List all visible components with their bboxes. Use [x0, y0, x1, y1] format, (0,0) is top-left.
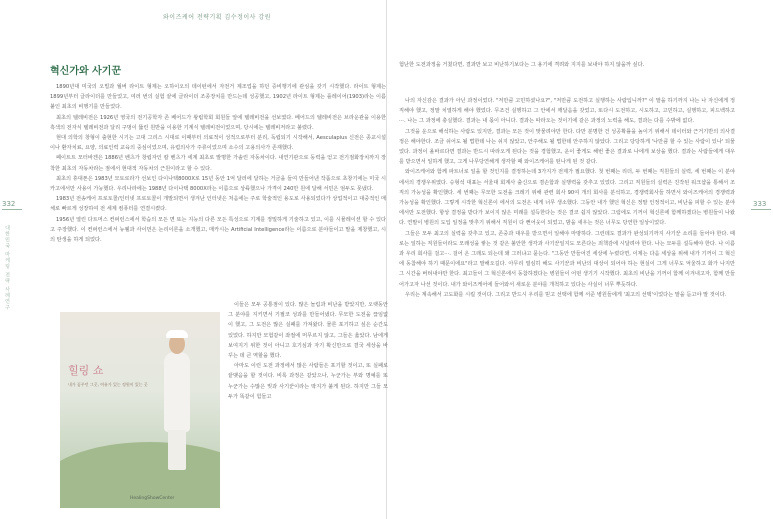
right-page-body: [399, 96, 735, 300]
vertical-side-label: 대한민국 마케팅 전략 사례연구: [4, 225, 10, 311]
paragraph: 나의 자신감은 결과가 아닌 과정이었다. "저만큼 고민하셨나요?", "저만큼 도전하고 실행하는 사람입니까?" 이 말을 하기까지 나는 나 자신에게 정직해야 했고, 정말 치열하게 해야 했었다. 무조건 실행하고 그 안에서 깨달음을 갖었고, 또다시 도전하고, 시도하고, 고민하고, 실행하고, 피드백하고···. 나는 그 과정에 충실했다. 결과는 내 몫이 아니다. 결과는 따라오는 것이기에 같은 과정의 노력을 해도, 결과는 다를 수밖에 없다.: [399, 98, 735, 125]
section-title: 혁신가와 사기꾼: [50, 66, 122, 77]
paragraph: 와이즈케어와 함께 파트너로 일을 할 것인지를 결정하는데 3가지가 전제가 필요했다. 첫 번째는 리더, 두 번째는 직원들의 실력, 세 번째는 이 분야에서의 경쟁우위였다. 승형석 대표는 서울대 회계사 출신으로 겸손함과 실행력을 갖추고 있었다. 그리고 직원들의 실력은 진작된 워크샵을 통해서 조직의 가능성을 확인했다. 세 번째는 무모한 도전을 크레기 위해 관련 회사 90여 개의 회사를 분석하고, 경쟁력회사들 하면서 와이즈케어의 경쟁력과 가능성을 확인했다. 그렇게 시작한 혁신론이 에서의 도전은 내게 너무 생소했다. 그동안 내가 했던 혁신은 정말 인정적이고, 비난을 피할 수 있는 분야에서만 도전했다. 항상 결정을 받다가 보이지 않은 미래를 설득한다는 것은 결코 쉽지 않았다. 그럼에도 기꺼이 혁신론에 함께하겠다는 병원들이 나왔다. 연말이 병원의 도입 일정을 맞추기 위해서 직원이 다 뻔어웃이 되었고, 밤을 새우는 것은 너무도 당연한 일상이었다.: [399, 169, 735, 227]
paragraph: 우리는 계속해서 고도화를 시킬 것이다. 그리고 반드시 우리를 믿고 선택에 함께 서준 병원들에게 '최고의 선택'이었다는 말을 듣고야 말 것이다.: [405, 291, 727, 298]
photo-ad-title: 힐링 쇼: [68, 364, 104, 377]
paragraph: 이들은 모두 공통점이 있다. 많은 놀림과 비난을 받았지만, 오랫동안 그 분야를 지키면서 기필코 성과를 만들어냈다. 무모한 도전을 끊임없이 했고, 그 도전은 많은 실패를 가져왔다. 물론 포기하고 싶은 순간도 있었다. 하지만 모험같이 좌절에 머무르지 않고, 그들은 옳았다. 남에게 보여지기 위한 것이 아니고 호기심과 자기 확신만으로 결국 세상을 바꾸는 데 큰 역할을 했다.: [228, 302, 388, 360]
photo-golf-advert: [60, 312, 220, 508]
paragraph: 현대 의학의 창형이 출현한 시기는 고대 그리스 시대로 이때부터 의료적이 성적으로부터 분리, 독립되기 시작해서, Aesculapius 신전은 종교시설이나 환자치료, 요양, 의료인력 교육의 중심이었으며, 유럽의사가 주류이었으며 소수의 고용의사가 존재했다.: [50, 135, 386, 152]
left-page-body-beside-photo: [228, 300, 388, 402]
left-page-body: [50, 82, 386, 245]
paragraph: 1890년대 미국의 오빌과 월버 라이트 형제는 오하이오의 데이턴에서 자전거 제조업을 하던 증비행기에 관심을 갖기 시작했다. 라이트 형제는 1899년부터 글라이더를 만들었고, 여러 번의 실험 끝에 글라이더 조종장치를 만드는데 성공했고, 1902년 라이트 형제는 플레이어(1903)라는 이름 붙인 최초의 비행기를 만들었다.: [50, 84, 386, 111]
running-head: 와이즈케어 전략기획 김수정이사 강원: [163, 14, 271, 21]
paragraph: 그들은 모두 최고의 실력을 갖추고 있고, 존중과 대우를 받으면서 일해야 마땅하다. 그런데도 결과가 완성되기까지 사기꾼 소리를 들어야 한다. 때로는 일하는 직원들이라도 모래성을 쌓는 것 같은 불안한 생각과 사기꾼일지도 모른다는 죄책감에 시달려야 한다. 나는 모두를 설득해야 한다. 나 이름과 우리 회사를 걸고···. 걸어 온 그래도 되는데 왜 그러냐고 묻는다. "그동안 만들어진 세상에 누렸다면, 이제는 다음 세상을 위해 내가 기꺼이 그 혁신에 동참해야 하기 때문이에요"라고 말해오길다. 아무리 열심히 해도 사기꾼과 비난의 대상이 되어야 하는 현실이 그게 너무도 억울하고 화가 나지만 그 시간을 버텨내야만 한다. 최고들이 그 혁신론에서 동참하겠다는 병원들이 어떤 생기기 시작했다. 최초의 비난을 기꺼이 함께 이겨내고자, 함께 만들어가고자 나선 것이다. 내가 와이즈케어에 들어와서 새로운 분야를 개척하고 있다는 사실이 너무 뿌듯하다.: [399, 230, 735, 288]
photo-person-body: [164, 352, 190, 432]
photo-person-legs: [168, 430, 186, 470]
paragraph: 험난한 도전과정을 거쳤다면, 결과만 보고 비난하기보다는 그 용기에 격려와 지지를 보내야 하지 않을까 싶다.: [399, 62, 645, 68]
paragraph: 1956년 열린 다트머스 컨퍼런스에서 학습의 모든 면 또는 지능의 다른 모든 특성으로 기계를 정밀하게 기술하고 있고, 이를 시뮬레이션 할 수 있다고 주장했다. 이 컨퍼런스에서 뉴웰과 사이먼은 논리이론을 소개했고, 매카시는 Artificial Intelligence라는 이름으로 분야들이고 말을 제창했고, 시의 탄생을 하게 되었다.: [50, 216, 386, 244]
paragraph: 최초의 휴대폰은 1983년 모토로라가 선보인 다이나택8000X로 15년 동안 1억 달러에 달하는 거금을 들여 만들어낸 작품으로 초창기에는 미국 시카고에서만 사용이 가능했다. 우리나라에는 1988년 다이나택 8000X라는 이름으로 상륙했으나 가격이 240만 원에 달해 서민은 엄두도 못냈다.: [50, 175, 386, 193]
book-gutter: [386, 0, 387, 519]
page-number-right: 333: [753, 200, 767, 208]
paragraph: 페이트트 모터바겐은 1886년 벤츠가 창립자인 칼 벤츠가 세계 최초로 발명한 가솔린 자동차이다. 내연기관으로 동력을 얻고 전기점화장치까지 장착한 최초의 자동차라는 점에서 현대적 자동차의 근원이라고 할 수 있다.: [50, 155, 386, 172]
page-mark-line-left: [2, 209, 22, 210]
photo-person-cap: [166, 330, 188, 338]
photo-ad-brand: HealingShowCenter: [130, 496, 175, 501]
page-number-left: 332: [2, 200, 16, 208]
paragraph: 아마도 이런 도전 과정에서 많은 사람들은 포기할 것이고, 또 실패로 끝맺음을 할 것이다. 비록 과정은 같았으나, 누군가는 부와 명예를 또 누군가는 수많은 빚과 사기꾼이라는 딱지가 붙게 된다. 하지만 그들 모두가 똑같이 힘들고: [228, 363, 388, 400]
paragraph: 그것을 운으로 해석하는 사람도 있지만, 결과는 모든 것이 맞물려야만 한다. 다만 분명한 건 성공확률을 높이기 위해서 데이터와 근거기반의 의사결정은 해야한다. 조금 쉬어도 될 법한데 나는 쉬지 않았고, 안주해도 될 법한데 안주하지 않았다. 그리고 당당하게 '나만큼 할 수 있는 사람이 있나' 되물었다. 과정이 올바르다면 결과는 반드시 따라오게 된다는 것을 경험했고, 운이 좋게도 해번 좋은 결과로 나에게 보상을 했다. 결과는 사람들에게 대우를 받으면서 일하게 했고, 그게 나무당연해게 생각할 때 와이즈케어를 떤나게 된 것 같다.: [399, 128, 735, 166]
photo-ad-copy: 내가 꿈꾸던 그곳, 여유가 있는 정원이 있는 곳: [68, 382, 148, 387]
right-page-continuation: [399, 60, 735, 70]
page-mark-line-right: [751, 209, 771, 210]
paragraph: 1983년 전송케어 프로토콜/인터넷 프로토콜이 개발되면서 생겨난 인터넷은 처음에는 주로 학술적인 용도로 사용되었다가 상업적이고 대중적인 매체로 빠르게 성장하여 전 세계 컴퓨터를 연결시켰다.: [50, 196, 386, 213]
paragraph: 최초의 텔레비전은 1926년 영국의 전기공학자 존 베어드가 왕립학회 회원들 앞에 텔레비전을 선보였다. 베어드의 텔레비전은 브라운관을 이용한 흑색의 전자식 텔레비전과 달리 구멍이 뚫린 원반을 이용한 기계식 텔레비전이었으며, 당시에는 텔레비저라고 불렸다.: [50, 114, 386, 131]
